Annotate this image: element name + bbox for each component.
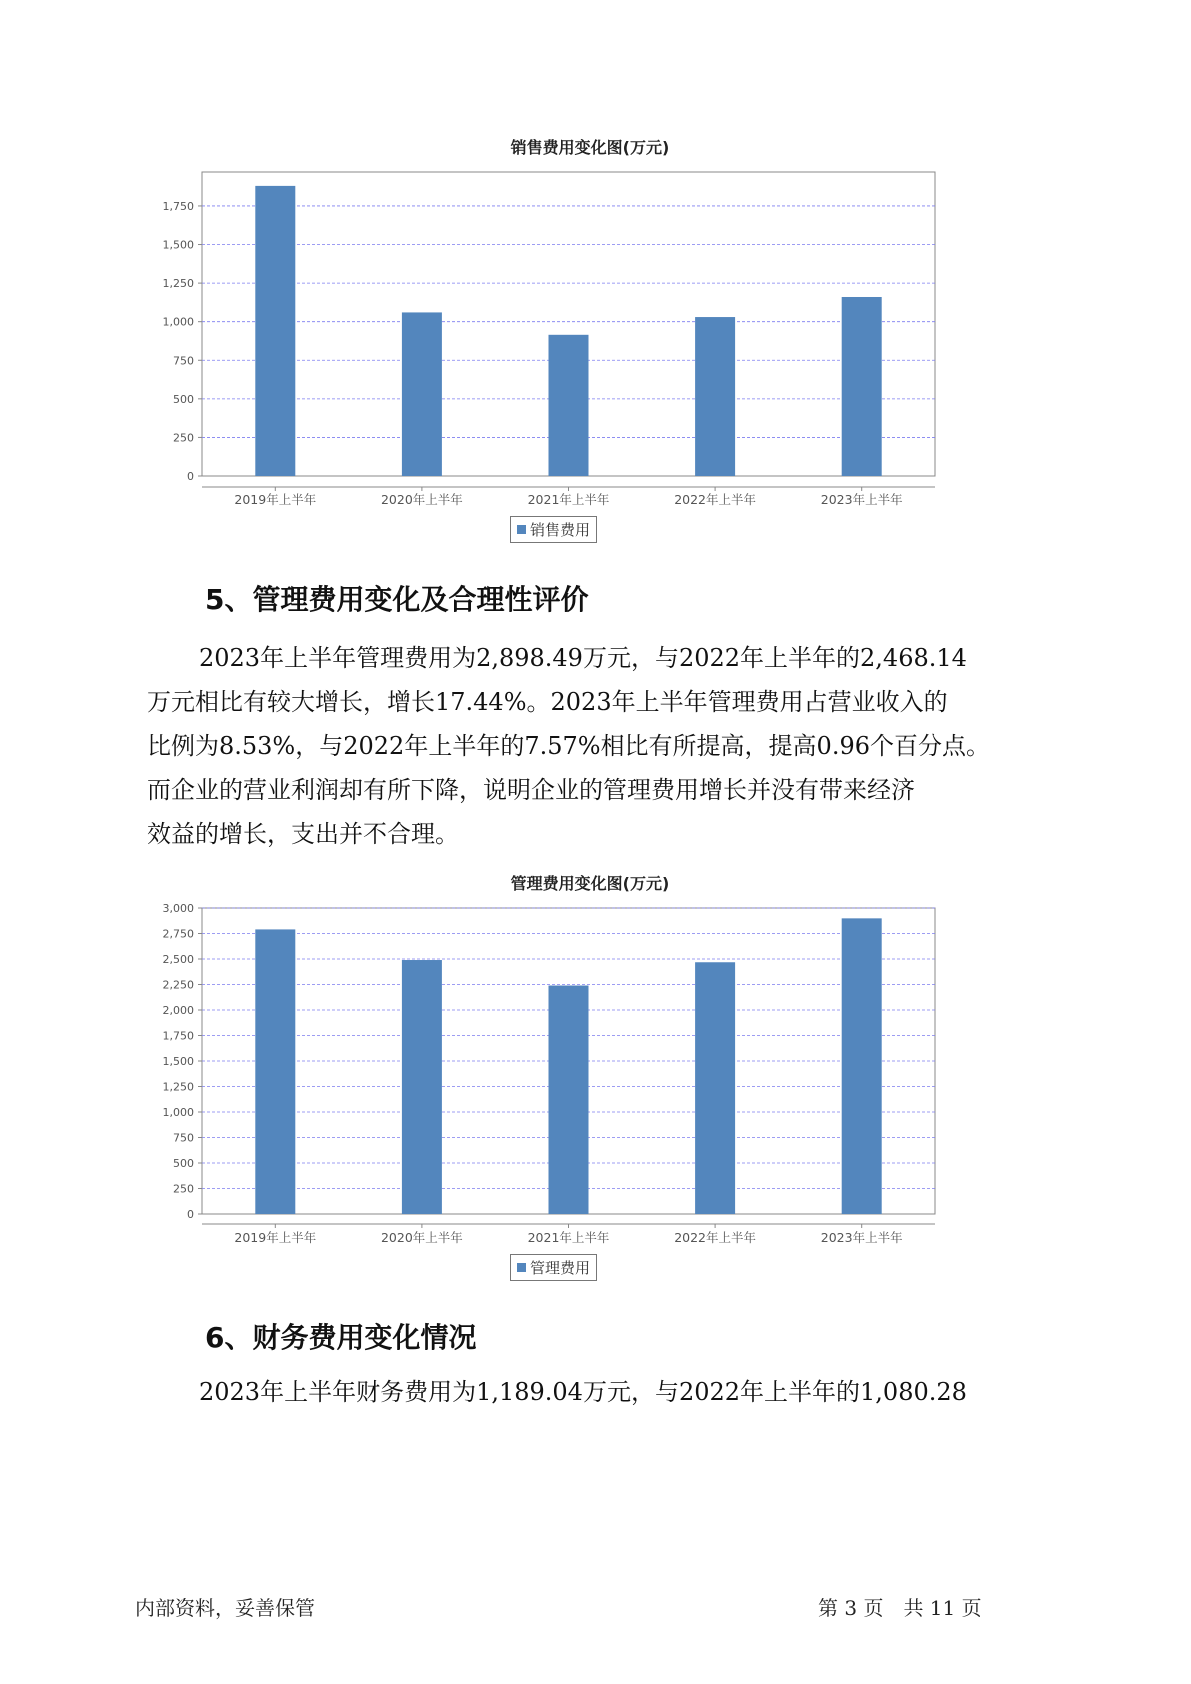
y-tick-label: 1,250 — [162, 1080, 194, 1094]
bar — [402, 960, 442, 1214]
sales-expense-chart — [140, 130, 1040, 560]
footer-page-number: 第 3 页 共 11 页 — [818, 1596, 982, 1620]
bar — [402, 312, 442, 476]
x-tick-label: 2019年上半年 — [234, 492, 317, 507]
y-tick-label: 1,750 — [162, 199, 194, 213]
y-tick-label: 2,000 — [162, 1004, 194, 1017]
y-tick-label: 3,000 — [162, 902, 194, 915]
x-tick-label: 2021年上半年 — [527, 1230, 610, 1245]
x-tick-label: 2019年上半年 — [234, 1230, 317, 1245]
y-tick-label: 750 — [173, 1131, 194, 1145]
x-tick-label: 2022年上半年 — [674, 1230, 757, 1245]
section-6-heading: 6、财务费用变化情况 — [205, 1321, 477, 1354]
chart-legend — [510, 1254, 597, 1281]
chart-plot — [140, 130, 1040, 530]
y-tick-label: 250 — [173, 1182, 194, 1196]
x-tick-label: 2020年上半年 — [380, 492, 463, 507]
para-line: 而企业的营业利润却有所下降，说明企业的管理费用增长并没有带来经济 — [147, 776, 915, 804]
y-tick-label: 2,500 — [162, 953, 194, 966]
y-tick-label: 250 — [173, 431, 194, 445]
y-tick-label: 1,500 — [162, 1055, 194, 1068]
bar — [695, 962, 735, 1214]
para-line: 2023年上半年管理费用为2,898.49万元，与2022年上半年的2,468.14 — [199, 644, 967, 672]
y-tick-label: 1,750 — [162, 1029, 194, 1043]
bar — [842, 297, 882, 476]
section-6-paragraph — [147, 1370, 1047, 1414]
chart-legend — [510, 516, 597, 543]
bar — [549, 986, 589, 1214]
legend-swatch — [517, 525, 526, 534]
bar — [255, 929, 295, 1214]
y-tick-label: 1,000 — [162, 1106, 194, 1119]
x-tick-label: 2023年上半年 — [820, 1230, 903, 1245]
y-tick-label: 0 — [187, 470, 194, 483]
chart-title: 管理费用变化图(万元) — [510, 874, 670, 893]
y-tick-label: 0 — [187, 1208, 194, 1221]
x-tick-label: 2023年上半年 — [820, 492, 903, 507]
legend-label: 销售费用 — [530, 521, 591, 539]
bar — [695, 317, 735, 476]
bar — [842, 918, 882, 1214]
chart-title: 销售费用变化图(万元) — [510, 138, 670, 157]
para-line: 万元相比有较大增长，增长17.44%。2023年上半年管理费用占营业收入的 — [147, 688, 948, 716]
y-tick-label: 750 — [173, 354, 194, 368]
x-tick-label: 2020年上半年 — [380, 1230, 463, 1245]
footer-left: 内部资料，妥善保管 — [135, 1596, 315, 1620]
admin-expense-chart — [140, 866, 1040, 1306]
para-line: 2023年上半年财务费用为1,189.04万元，与2022年上半年的1,080.28 — [199, 1378, 967, 1406]
y-tick-label: 2,750 — [162, 927, 194, 941]
bar — [549, 335, 589, 476]
y-tick-label: 1,250 — [162, 277, 194, 291]
para-line: 比例为8.53%，与2022年上半年的7.57%相比有所提高，提高0.96个百分点。 — [147, 732, 990, 760]
para-line: 效益的增长，支出并不合理。 — [147, 820, 459, 848]
chart-plot — [140, 866, 1040, 1266]
section-5-heading: 5、管理费用变化及合理性评价 — [205, 583, 589, 616]
y-tick-label: 1,500 — [162, 238, 194, 252]
legend-swatch — [517, 1263, 526, 1272]
y-tick-label: 2,250 — [162, 978, 194, 992]
section-5-paragraph — [147, 636, 1047, 856]
x-tick-label: 2021年上半年 — [527, 492, 610, 507]
x-tick-label: 2022年上半年 — [674, 492, 757, 507]
bar — [255, 186, 295, 476]
y-tick-label: 500 — [173, 392, 194, 406]
y-tick-label: 1,000 — [162, 315, 194, 329]
y-tick-label: 500 — [173, 1157, 194, 1170]
legend-label: 管理费用 — [530, 1259, 591, 1277]
